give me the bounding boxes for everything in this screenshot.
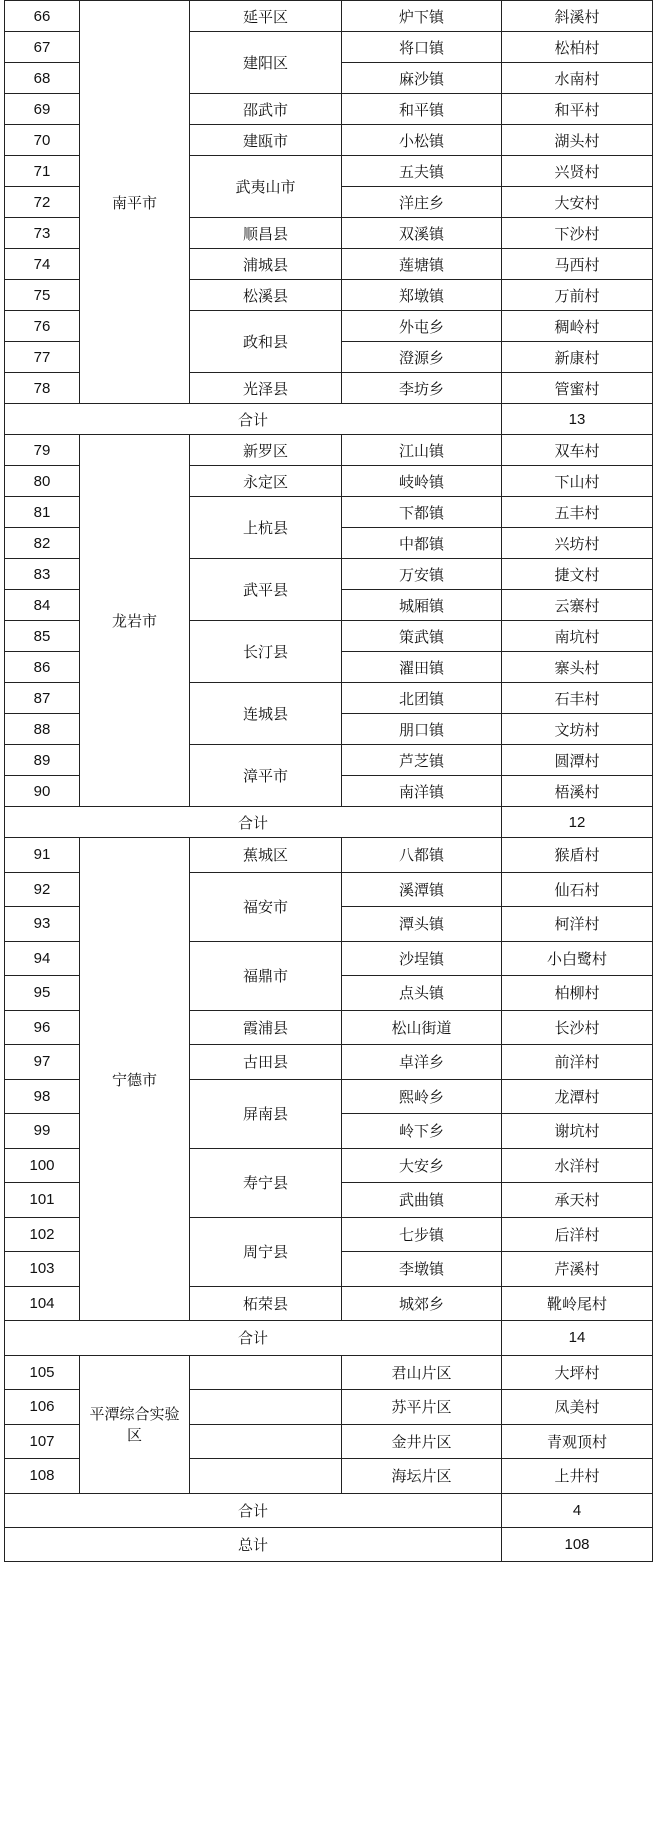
village-cell: 石丰村 bbox=[502, 683, 653, 714]
row-number: 73 bbox=[5, 218, 80, 249]
town-cell: 洋庄乡 bbox=[342, 187, 502, 218]
grand-total-value: 108 bbox=[502, 1528, 653, 1562]
village-cell: 管蜜村 bbox=[502, 373, 653, 404]
town-cell: 海坛片区 bbox=[342, 1459, 502, 1494]
row-number: 86 bbox=[5, 652, 80, 683]
county-cell: 连城县 bbox=[190, 683, 342, 745]
village-cell: 斜溪村 bbox=[502, 1, 653, 32]
county-cell: 福安市 bbox=[190, 872, 342, 941]
row-number: 99 bbox=[5, 1114, 80, 1149]
village-cell: 龙潭村 bbox=[502, 1079, 653, 1114]
village-cell: 稠岭村 bbox=[502, 311, 653, 342]
subtotal-label: 合计 bbox=[5, 1321, 502, 1356]
town-cell: 沙埕镇 bbox=[342, 941, 502, 976]
subtotal-value: 12 bbox=[502, 807, 653, 838]
town-cell: 君山片区 bbox=[342, 1355, 502, 1390]
village-cell: 兴坊村 bbox=[502, 528, 653, 559]
row-number: 97 bbox=[5, 1045, 80, 1080]
county-cell bbox=[190, 1459, 342, 1494]
village-cell: 梧溪村 bbox=[502, 776, 653, 807]
grand-total-row bbox=[5, 1528, 653, 1562]
row-number: 77 bbox=[5, 342, 80, 373]
row-number: 85 bbox=[5, 621, 80, 652]
village-cell: 小白鹭村 bbox=[502, 941, 653, 976]
row-number: 76 bbox=[5, 311, 80, 342]
village-cell: 万前村 bbox=[502, 280, 653, 311]
village-cell: 仙石村 bbox=[502, 872, 653, 907]
county-cell: 松溪县 bbox=[190, 280, 342, 311]
county-cell: 古田县 bbox=[190, 1045, 342, 1080]
village-cell: 和平村 bbox=[502, 94, 653, 125]
village-cell: 双车村 bbox=[502, 435, 653, 466]
subtotal-value: 14 bbox=[502, 1321, 653, 1356]
table-row bbox=[5, 1355, 653, 1390]
row-number: 67 bbox=[5, 32, 80, 63]
village-cell: 承天村 bbox=[502, 1183, 653, 1218]
town-cell: 双溪镇 bbox=[342, 218, 502, 249]
county-cell: 蕉城区 bbox=[190, 838, 342, 873]
table-row bbox=[5, 1, 653, 32]
row-number: 108 bbox=[5, 1459, 80, 1494]
village-cell: 凤美村 bbox=[502, 1390, 653, 1425]
village-cell: 大坪村 bbox=[502, 1355, 653, 1390]
town-cell: 松山街道 bbox=[342, 1010, 502, 1045]
county-cell: 延平区 bbox=[190, 1, 342, 32]
subtotal-row bbox=[5, 1493, 653, 1528]
village-cell: 柯洋村 bbox=[502, 907, 653, 942]
row-number: 91 bbox=[5, 838, 80, 873]
town-cell: 卓洋乡 bbox=[342, 1045, 502, 1080]
row-number: 81 bbox=[5, 497, 80, 528]
county-cell: 上杭县 bbox=[190, 497, 342, 559]
row-number: 90 bbox=[5, 776, 80, 807]
town-cell: 城厢镇 bbox=[342, 590, 502, 621]
subtotal-row bbox=[5, 1321, 653, 1356]
village-cell: 靴岭尾村 bbox=[502, 1286, 653, 1321]
county-cell: 政和县 bbox=[190, 311, 342, 373]
town-cell: 七步镇 bbox=[342, 1217, 502, 1252]
row-number: 82 bbox=[5, 528, 80, 559]
row-number: 74 bbox=[5, 249, 80, 280]
county-cell: 寿宁县 bbox=[190, 1148, 342, 1217]
row-number: 101 bbox=[5, 1183, 80, 1218]
town-cell: 金井片区 bbox=[342, 1424, 502, 1459]
row-number: 72 bbox=[5, 187, 80, 218]
town-cell: 五夫镇 bbox=[342, 156, 502, 187]
town-cell: 熙岭乡 bbox=[342, 1079, 502, 1114]
city-cell: 平潭综合实验区 bbox=[80, 1355, 190, 1493]
town-cell: 大安乡 bbox=[342, 1148, 502, 1183]
village-cell: 马西村 bbox=[502, 249, 653, 280]
county-cell: 霞浦县 bbox=[190, 1010, 342, 1045]
subtotal-label: 合计 bbox=[5, 807, 502, 838]
town-cell: 岭下乡 bbox=[342, 1114, 502, 1149]
village-cell: 前洋村 bbox=[502, 1045, 653, 1080]
town-cell: 芦芝镇 bbox=[342, 745, 502, 776]
village-cell: 云寨村 bbox=[502, 590, 653, 621]
village-cell: 湖头村 bbox=[502, 125, 653, 156]
row-number: 84 bbox=[5, 590, 80, 621]
town-cell: 将口镇 bbox=[342, 32, 502, 63]
town-cell: 澄源乡 bbox=[342, 342, 502, 373]
village-cell: 下沙村 bbox=[502, 218, 653, 249]
county-cell bbox=[190, 1390, 342, 1425]
village-list-table bbox=[4, 0, 653, 1562]
town-cell: 中都镇 bbox=[342, 528, 502, 559]
town-cell: 城郊乡 bbox=[342, 1286, 502, 1321]
town-cell: 濯田镇 bbox=[342, 652, 502, 683]
row-number: 80 bbox=[5, 466, 80, 497]
table-row bbox=[5, 435, 653, 466]
table-row bbox=[5, 838, 653, 873]
county-cell: 武平县 bbox=[190, 559, 342, 621]
village-cell: 猴盾村 bbox=[502, 838, 653, 873]
row-number: 71 bbox=[5, 156, 80, 187]
town-cell: 小松镇 bbox=[342, 125, 502, 156]
county-cell: 永定区 bbox=[190, 466, 342, 497]
village-cell: 上井村 bbox=[502, 1459, 653, 1494]
town-cell: 江山镇 bbox=[342, 435, 502, 466]
row-number: 83 bbox=[5, 559, 80, 590]
county-cell: 漳平市 bbox=[190, 745, 342, 807]
city-cell: 南平市 bbox=[80, 1, 190, 404]
county-cell: 建瓯市 bbox=[190, 125, 342, 156]
county-cell: 武夷山市 bbox=[190, 156, 342, 218]
town-cell: 下都镇 bbox=[342, 497, 502, 528]
county-cell: 邵武市 bbox=[190, 94, 342, 125]
row-number: 98 bbox=[5, 1079, 80, 1114]
village-cell: 后洋村 bbox=[502, 1217, 653, 1252]
town-cell: 点头镇 bbox=[342, 976, 502, 1011]
county-cell: 光泽县 bbox=[190, 373, 342, 404]
row-number: 94 bbox=[5, 941, 80, 976]
village-cell: 大安村 bbox=[502, 187, 653, 218]
town-cell: 策武镇 bbox=[342, 621, 502, 652]
village-cell: 南坑村 bbox=[502, 621, 653, 652]
village-cell: 捷文村 bbox=[502, 559, 653, 590]
county-cell: 建阳区 bbox=[190, 32, 342, 94]
county-cell bbox=[190, 1424, 342, 1459]
village-cell: 下山村 bbox=[502, 466, 653, 497]
village-cell: 水洋村 bbox=[502, 1148, 653, 1183]
village-cell: 青观顶村 bbox=[502, 1424, 653, 1459]
town-cell: 八都镇 bbox=[342, 838, 502, 873]
row-number: 104 bbox=[5, 1286, 80, 1321]
town-cell: 和平镇 bbox=[342, 94, 502, 125]
town-cell: 朋口镇 bbox=[342, 714, 502, 745]
row-number: 105 bbox=[5, 1355, 80, 1390]
row-number: 89 bbox=[5, 745, 80, 776]
county-cell bbox=[190, 1355, 342, 1390]
town-cell: 万安镇 bbox=[342, 559, 502, 590]
village-cell: 圆潭村 bbox=[502, 745, 653, 776]
table-body bbox=[5, 1, 653, 1562]
row-number: 96 bbox=[5, 1010, 80, 1045]
town-cell: 溪潭镇 bbox=[342, 872, 502, 907]
county-cell: 柘荣县 bbox=[190, 1286, 342, 1321]
row-number: 95 bbox=[5, 976, 80, 1011]
town-cell: 外屯乡 bbox=[342, 311, 502, 342]
town-cell: 潭头镇 bbox=[342, 907, 502, 942]
town-cell: 南洋镇 bbox=[342, 776, 502, 807]
city-cell: 宁德市 bbox=[80, 838, 190, 1321]
town-cell: 李墩镇 bbox=[342, 1252, 502, 1287]
village-cell: 兴贤村 bbox=[502, 156, 653, 187]
village-cell: 寨头村 bbox=[502, 652, 653, 683]
row-number: 70 bbox=[5, 125, 80, 156]
village-cell: 五丰村 bbox=[502, 497, 653, 528]
row-number: 103 bbox=[5, 1252, 80, 1287]
village-cell: 芹溪村 bbox=[502, 1252, 653, 1287]
village-cell: 谢坑村 bbox=[502, 1114, 653, 1149]
village-cell: 水南村 bbox=[502, 63, 653, 94]
grand-total-label: 总计 bbox=[5, 1528, 502, 1562]
county-cell: 顺昌县 bbox=[190, 218, 342, 249]
town-cell: 莲塘镇 bbox=[342, 249, 502, 280]
subtotal-row bbox=[5, 807, 653, 838]
subtotal-row bbox=[5, 404, 653, 435]
town-cell: 李坊乡 bbox=[342, 373, 502, 404]
row-number: 93 bbox=[5, 907, 80, 942]
row-number: 106 bbox=[5, 1390, 80, 1425]
town-cell: 北团镇 bbox=[342, 683, 502, 714]
county-cell: 周宁县 bbox=[190, 1217, 342, 1286]
row-number: 78 bbox=[5, 373, 80, 404]
subtotal-value: 13 bbox=[502, 404, 653, 435]
county-cell: 新罗区 bbox=[190, 435, 342, 466]
row-number: 75 bbox=[5, 280, 80, 311]
row-number: 88 bbox=[5, 714, 80, 745]
town-cell: 武曲镇 bbox=[342, 1183, 502, 1218]
county-cell: 长汀县 bbox=[190, 621, 342, 683]
village-cell: 新康村 bbox=[502, 342, 653, 373]
village-cell: 文坊村 bbox=[502, 714, 653, 745]
row-number: 102 bbox=[5, 1217, 80, 1252]
village-cell: 柏柳村 bbox=[502, 976, 653, 1011]
row-number: 79 bbox=[5, 435, 80, 466]
subtotal-value: 4 bbox=[502, 1493, 653, 1528]
town-cell: 炉下镇 bbox=[342, 1, 502, 32]
row-number: 107 bbox=[5, 1424, 80, 1459]
row-number: 66 bbox=[5, 1, 80, 32]
row-number: 92 bbox=[5, 872, 80, 907]
city-cell: 龙岩市 bbox=[80, 435, 190, 807]
row-number: 87 bbox=[5, 683, 80, 714]
town-cell: 郑墩镇 bbox=[342, 280, 502, 311]
subtotal-label: 合计 bbox=[5, 1493, 502, 1528]
subtotal-label: 合计 bbox=[5, 404, 502, 435]
town-cell: 麻沙镇 bbox=[342, 63, 502, 94]
village-cell: 长沙村 bbox=[502, 1010, 653, 1045]
row-number: 68 bbox=[5, 63, 80, 94]
county-cell: 福鼎市 bbox=[190, 941, 342, 1010]
row-number: 69 bbox=[5, 94, 80, 125]
village-cell: 松柏村 bbox=[502, 32, 653, 63]
town-cell: 岐岭镇 bbox=[342, 466, 502, 497]
county-cell: 浦城县 bbox=[190, 249, 342, 280]
county-cell: 屏南县 bbox=[190, 1079, 342, 1148]
row-number: 100 bbox=[5, 1148, 80, 1183]
town-cell: 苏平片区 bbox=[342, 1390, 502, 1425]
